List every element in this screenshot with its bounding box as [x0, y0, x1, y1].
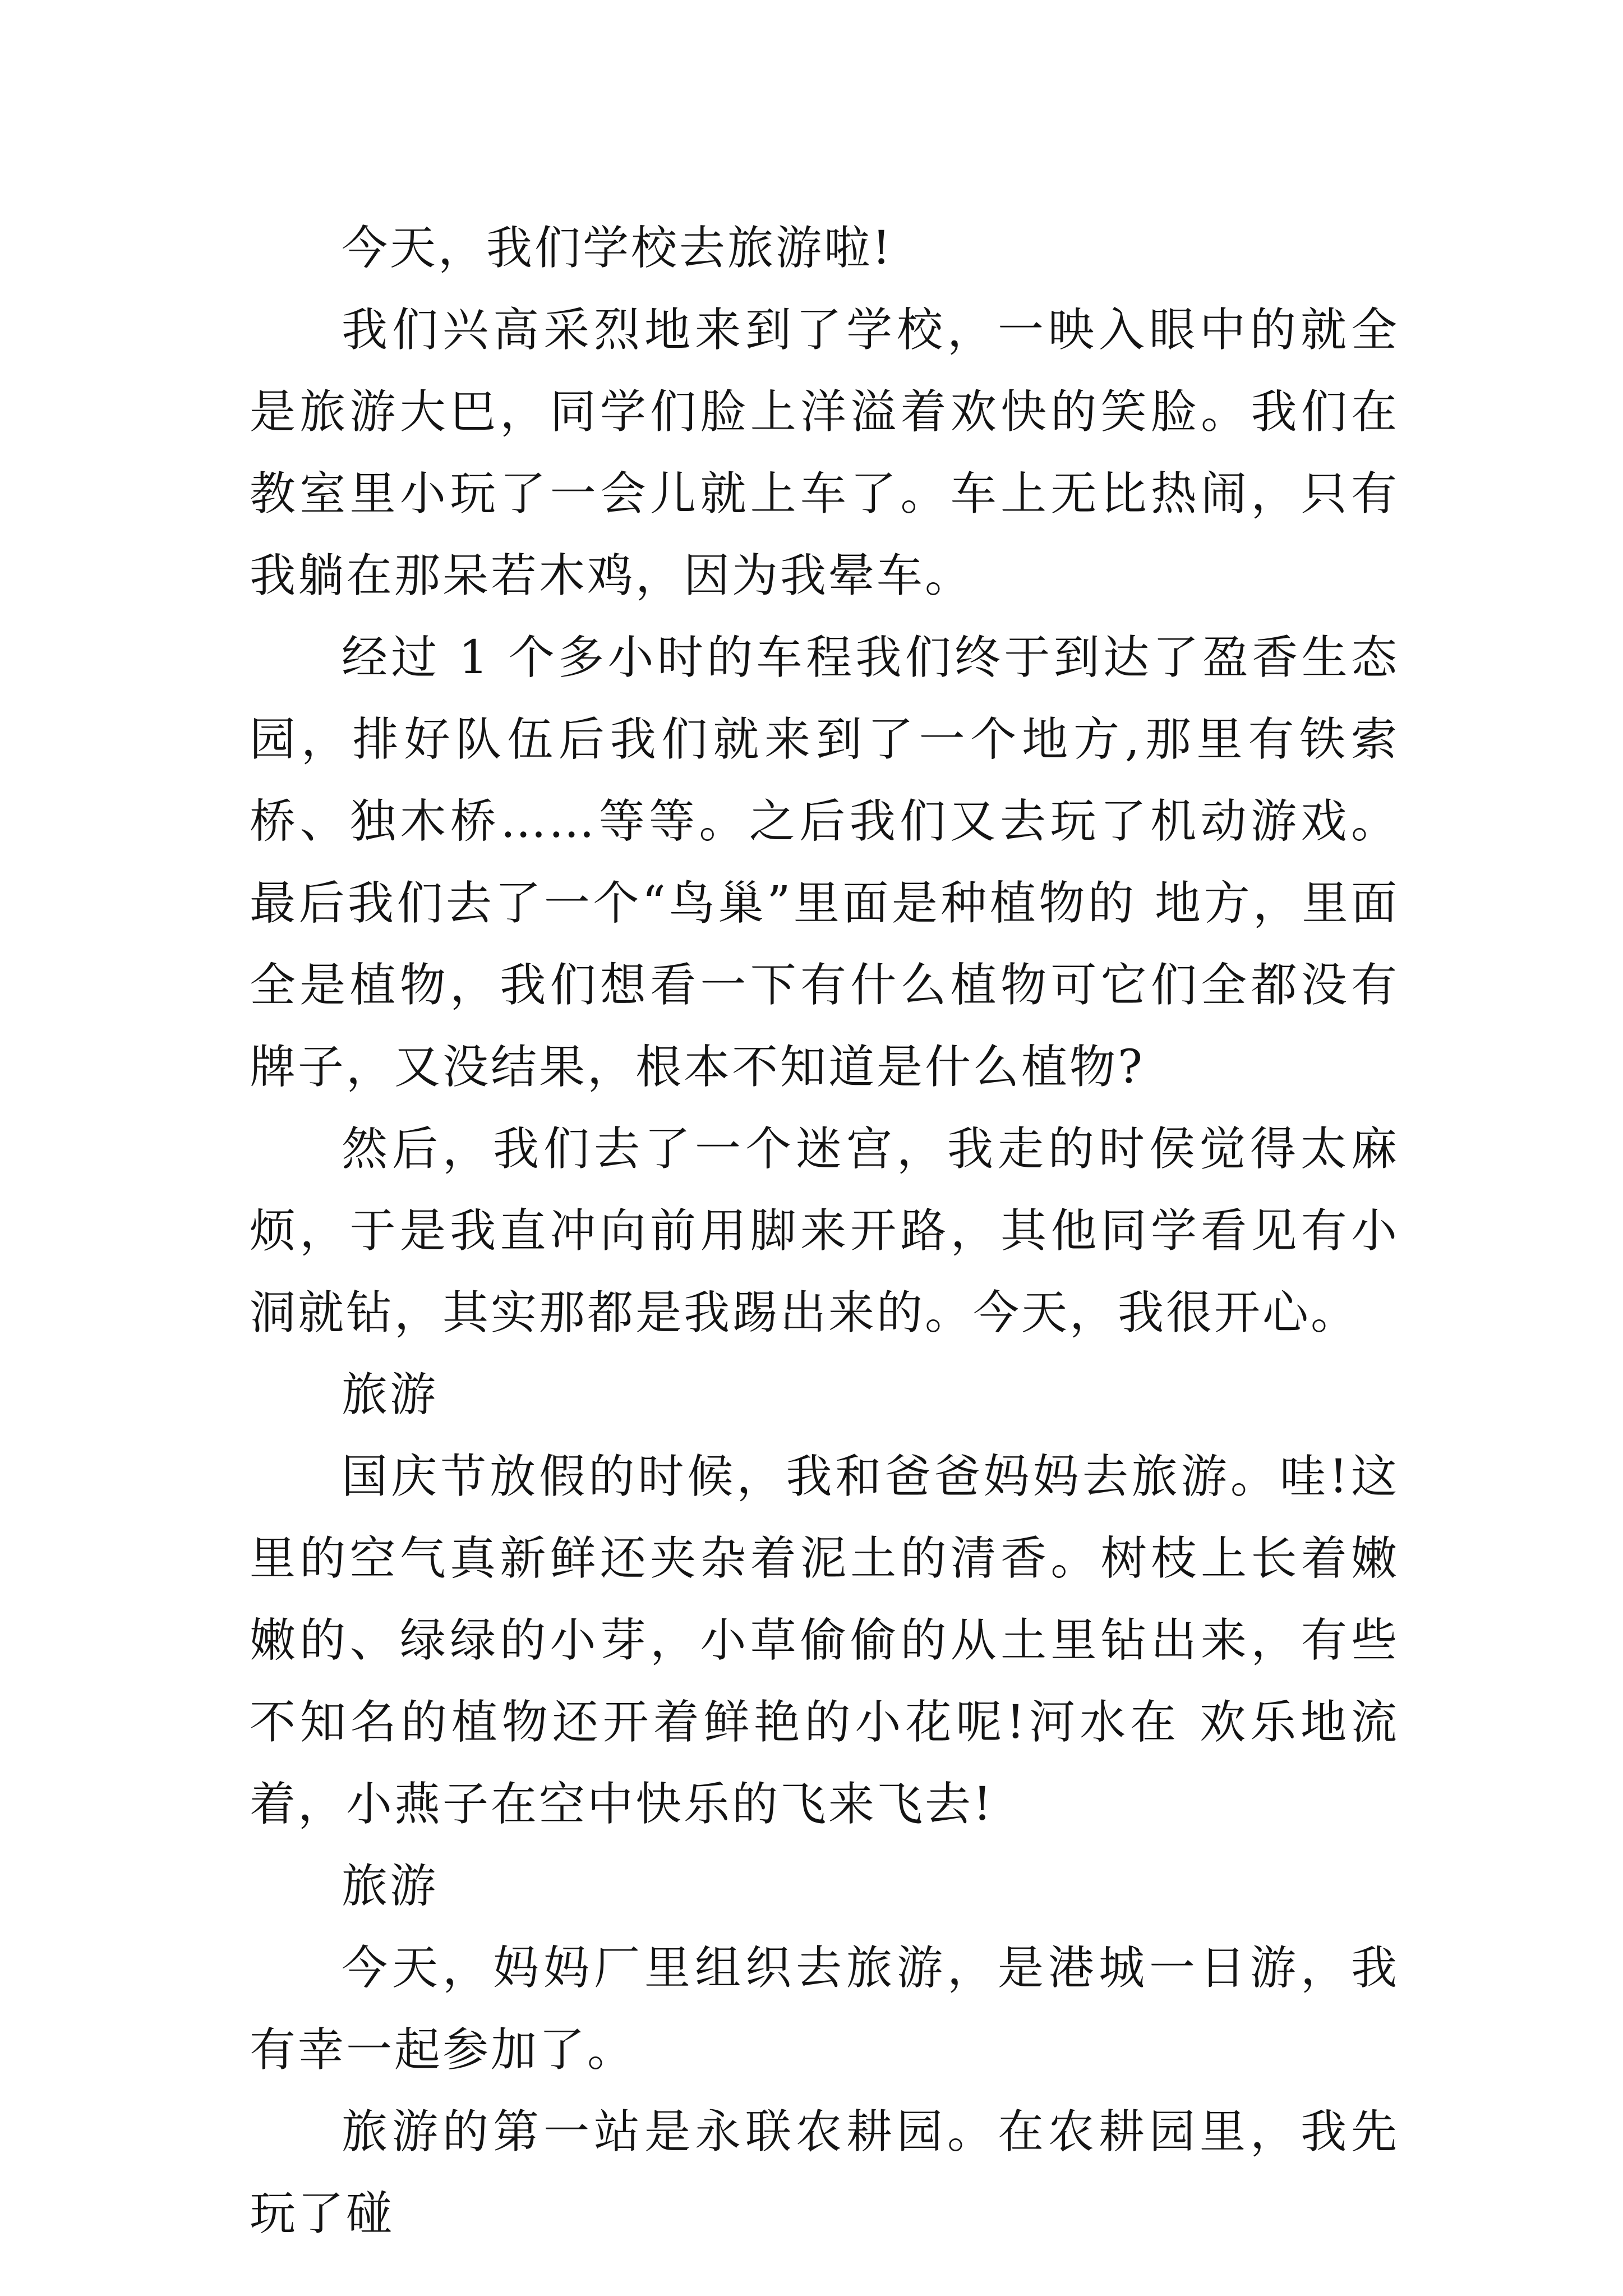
paragraph-intro: 今天，我们学校去旅游啦!: [342, 222, 893, 275]
paragraph-first-stop: 旅游的第一站是永联农耕园。在农耕园里，我先玩了碰: [250, 2105, 1399, 2240]
paragraph-national-day: 国庆节放假的时候，我和爸爸妈妈去旅游。哇!这里的空气真新鲜还夹杂着泥土的清香。树枝上长着嫩嫩的、绿绿的小芽，小草偷偷的从土里钻出来，有些不知名的植物还开着鲜艳的小花呢!河水在 欢乐地流着，小燕子在空中快乐的飞来飞去!: [250, 1450, 1399, 1831]
section-heading-travel-2: 旅游: [342, 1860, 439, 1913]
paragraph-arrive-school: 我们兴高采烈地来到了学校，一映入眼中的就全是旅游大巴，同学们脸上洋溢着欢快的笑脸。我们在教室里小玩了一会儿就上车了。车上无比热闹，只有我躺在那呆若木鸡，因为我晕车。: [250, 303, 1399, 602]
section-heading-travel-1: 旅游: [342, 1368, 439, 1421]
paragraph-factory-trip: 今天，妈妈厂里组织去旅游，是港城一日游，我有幸一起参加了。: [250, 1941, 1399, 2077]
paragraph-maze: 然后，我们去了一个迷宫，我走的时侯觉得太麻烦，于是我直冲向前用脚来开路，其他同学看见有小洞就钻，其实那都是我踢出来的。今天，我很开心。: [250, 1122, 1399, 1340]
paragraph-eco-park: 经过 1 个多小时的车程我们终于到达了盈香生态园，排好队伍后我们就来到了一个地方,那里有铁索桥、独木桥……等等。之后我们又去玩了机动游戏。最后我们去了一个“鸟巢”里面是种植物的 地方，里面全是植物，我们想看一下有什么植物可它们全都没有牌子，又没结果，根本不知道是什么植物?: [250, 631, 1399, 1094]
document-body: [250, 208, 1399, 2255]
